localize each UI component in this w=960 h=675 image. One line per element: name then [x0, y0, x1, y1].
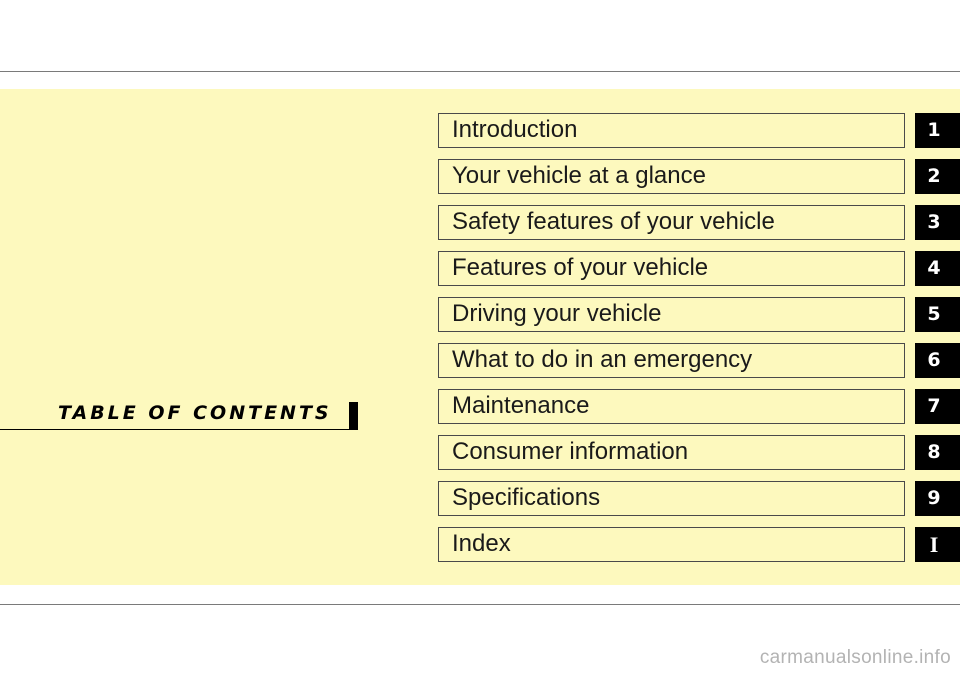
chapter-label: Specifications [452, 484, 601, 511]
chapter-row-emergency [0, 343, 960, 379]
chapter-label: Driving your vehicle [452, 300, 662, 327]
chapter-link-driving[interactable] [438, 297, 905, 332]
chapter-row-index [0, 527, 960, 563]
chapter-label: Features of your vehicle [452, 254, 709, 281]
chapter-row-introduction [0, 113, 960, 149]
chapter-row-driving [0, 297, 960, 333]
chapter-tab-3[interactable] [915, 205, 960, 240]
chapter-row-safety-features [0, 205, 960, 241]
chapter-tab-1[interactable] [915, 113, 960, 148]
chapter-number: 4 [927, 257, 941, 279]
chapter-tab-2[interactable] [915, 159, 960, 194]
chapter-number: 3 [927, 211, 941, 233]
chapter-number: 8 [927, 441, 941, 463]
chapter-tab-index[interactable] [915, 527, 960, 562]
chapter-row-vehicle-at-a-glance [0, 159, 960, 195]
chapter-row-maintenance [0, 389, 960, 425]
chapter-number: 6 [927, 349, 941, 371]
chapter-number: 1 [927, 119, 941, 141]
chapter-link-specifications[interactable] [438, 481, 905, 516]
chapter-label: Your vehicle at a glance [452, 162, 706, 189]
chapter-number: 7 [927, 395, 941, 417]
chapter-tab-8[interactable] [915, 435, 960, 470]
chapter-tab-7[interactable] [915, 389, 960, 424]
chapter-number: 5 [927, 303, 941, 325]
chapter-label: What to do in an emergency [452, 346, 753, 373]
chapter-link-features[interactable] [438, 251, 905, 286]
chapter-number: I [929, 532, 939, 557]
chapter-tab-4[interactable] [915, 251, 960, 286]
chapter-label: Index [452, 530, 511, 557]
bottom-rule [0, 604, 960, 605]
chapter-label: Maintenance [452, 392, 590, 419]
chapter-number: 9 [927, 487, 941, 509]
chapter-link-consumer-information[interactable] [438, 435, 905, 470]
chapter-label: Introduction [452, 116, 578, 143]
chapter-link-maintenance[interactable] [438, 389, 905, 424]
watermark: carmanualsonline.info [759, 647, 951, 668]
chapter-link-index[interactable] [438, 527, 905, 562]
chapter-link-emergency[interactable] [438, 343, 905, 378]
chapter-tab-5[interactable] [915, 297, 960, 332]
chapter-row-specifications [0, 481, 960, 517]
contents-panel [0, 89, 960, 585]
chapter-row-consumer-information [0, 435, 960, 471]
chapter-label: Consumer information [452, 438, 689, 465]
chapter-tab-6[interactable] [915, 343, 960, 378]
chapter-link-safety-features[interactable] [438, 205, 905, 240]
chapter-link-introduction[interactable] [438, 113, 905, 148]
chapter-number: 2 [927, 165, 941, 187]
chapter-label: Safety features of your vehicle [452, 208, 775, 235]
chapter-link-vehicle-at-a-glance[interactable] [438, 159, 905, 194]
chapter-row-features [0, 251, 960, 287]
toc-heading-text: TABLE OF CONTENTS [58, 402, 332, 424]
chapter-tab-9[interactable] [915, 481, 960, 516]
top-rule [0, 71, 960, 72]
